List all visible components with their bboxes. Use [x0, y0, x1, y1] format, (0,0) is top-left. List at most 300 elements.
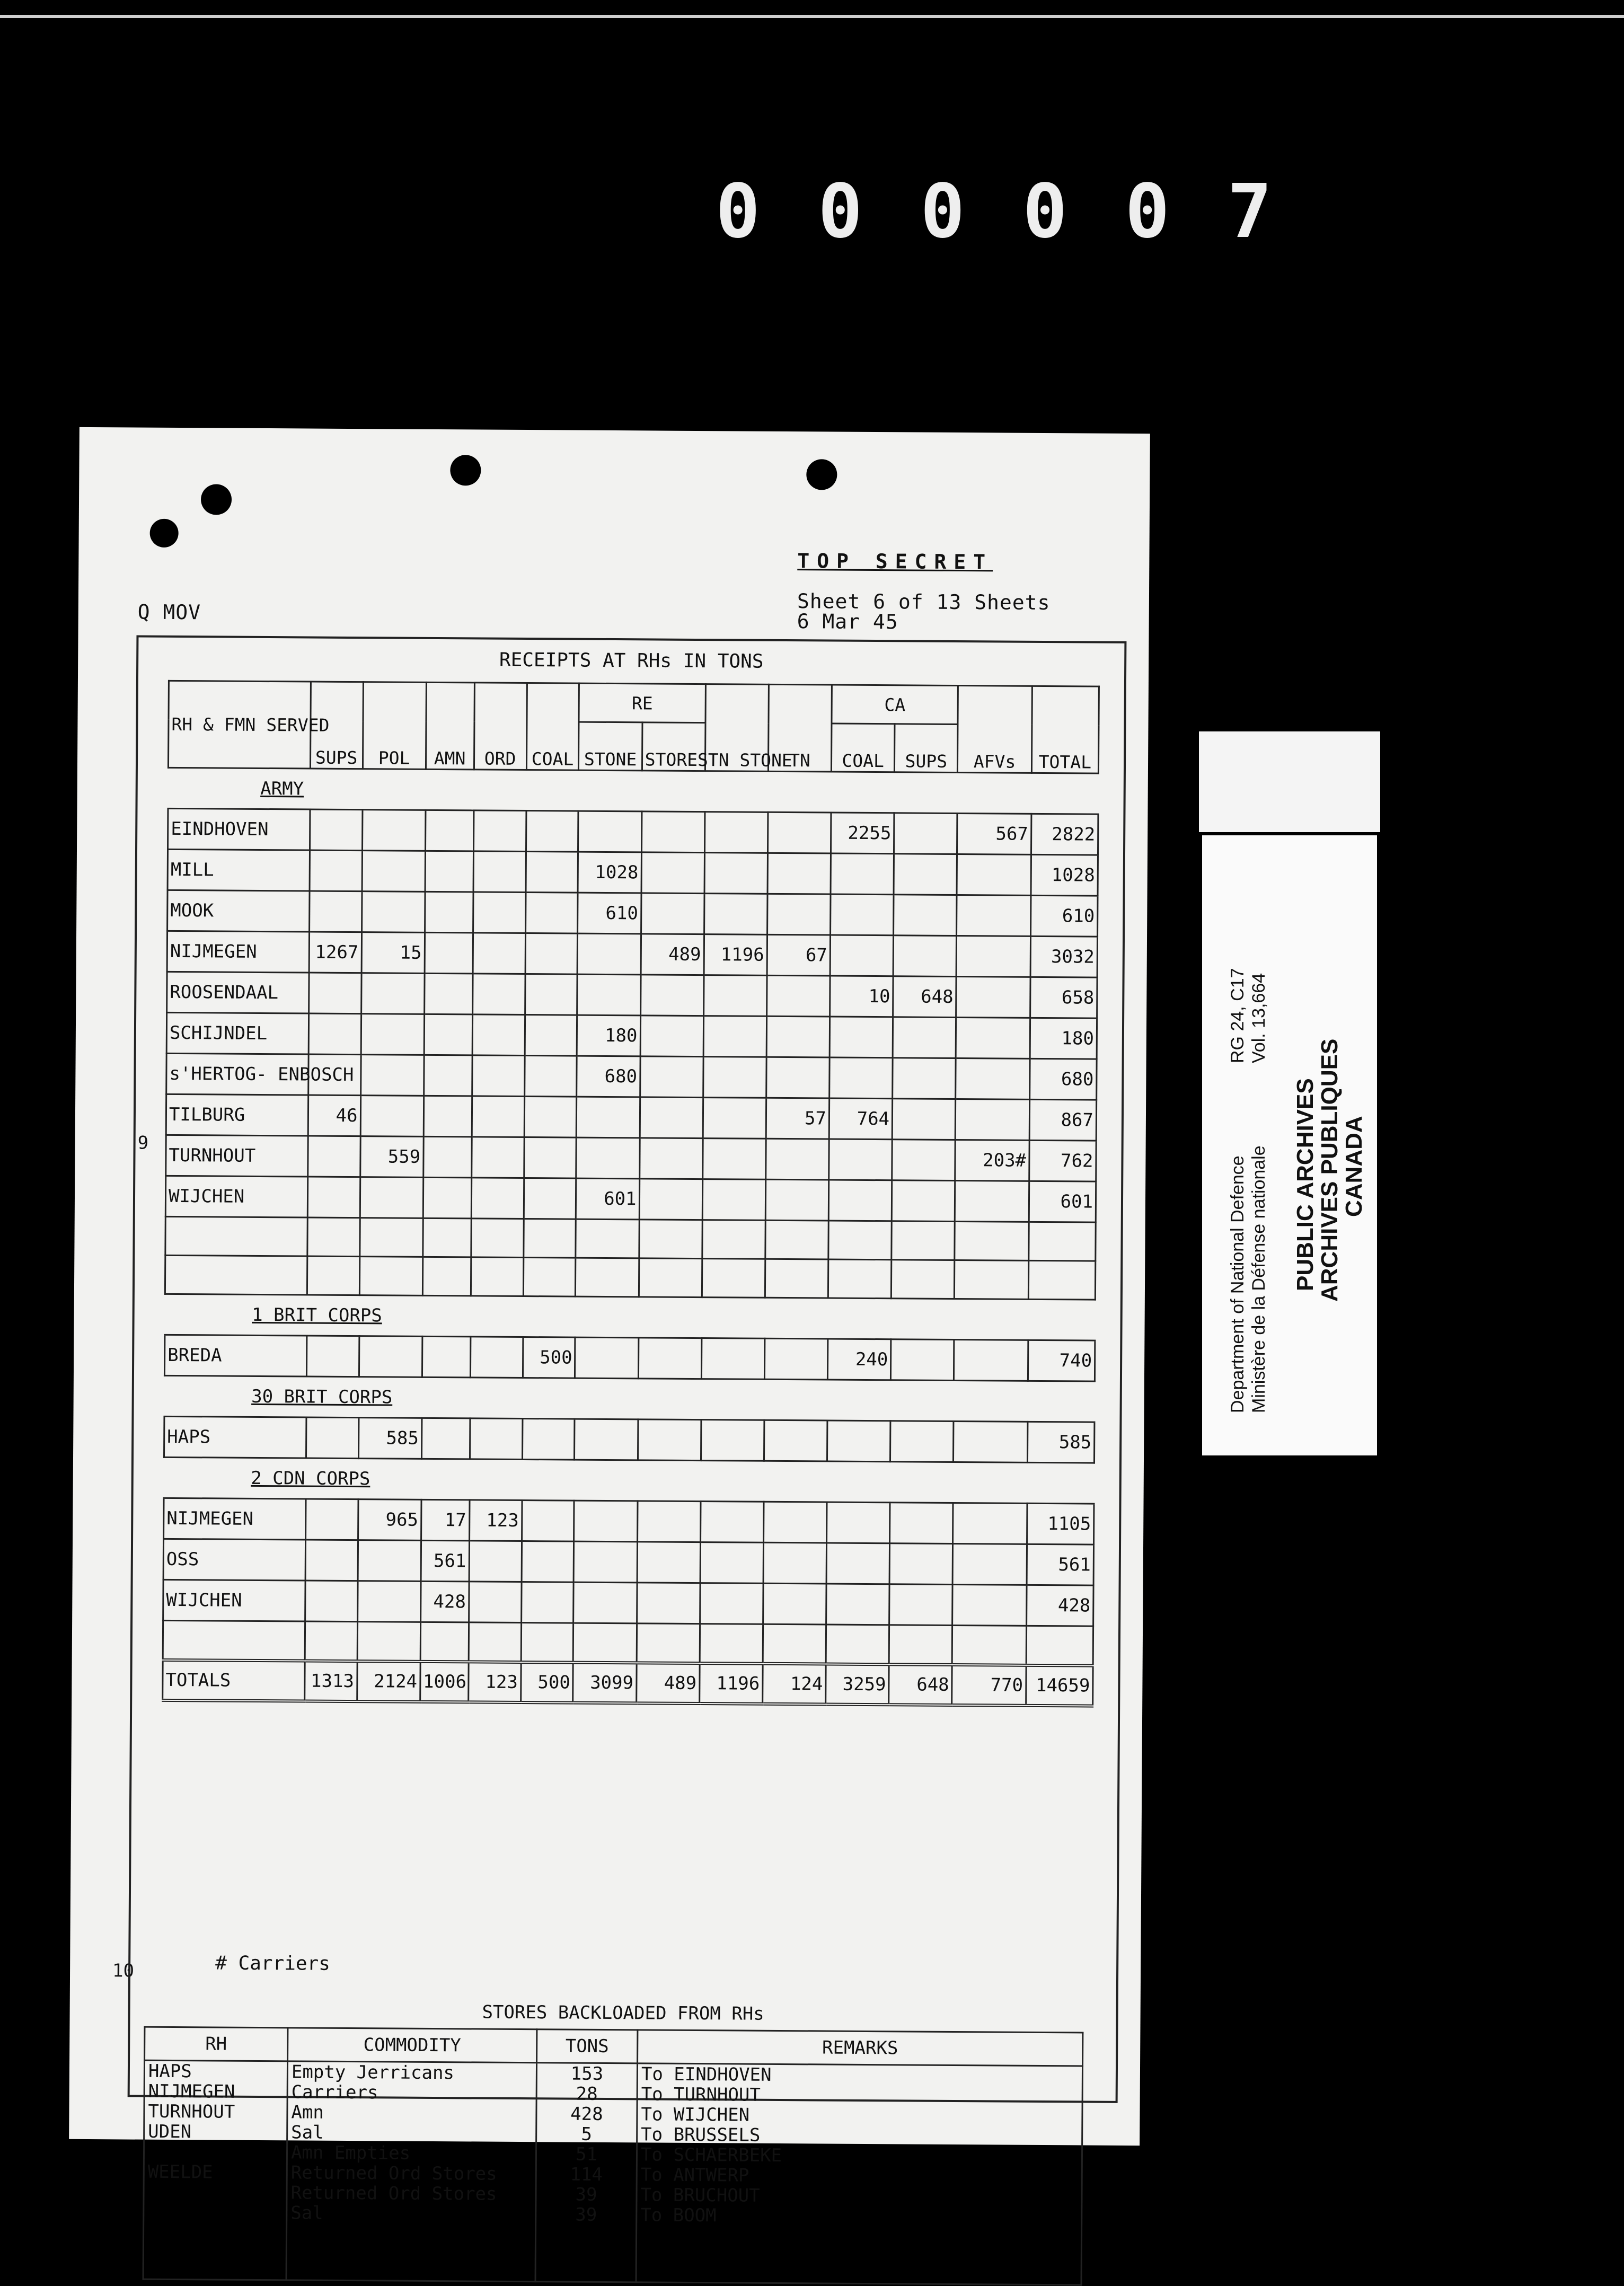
row-label: ROOSENDAAL [167, 972, 309, 1013]
table-cell [421, 1418, 470, 1459]
table-cell [890, 1503, 954, 1544]
table-cell [423, 1136, 471, 1178]
table-cell [829, 1057, 893, 1099]
table-cell [308, 1013, 361, 1055]
table-cell [893, 1058, 956, 1099]
table-cell [638, 1338, 702, 1379]
table-cell [524, 1056, 577, 1097]
table-cell [469, 1582, 521, 1623]
table-cell: 610 [1030, 895, 1098, 937]
backload-entry: WEELDE [147, 2161, 213, 2183]
table-cell [305, 1621, 357, 1661]
table-cell [638, 1419, 701, 1461]
table-cell [892, 1221, 955, 1260]
dept-fr: Ministère de la Défense nationale [1249, 1145, 1269, 1413]
table-cell [955, 1260, 1029, 1299]
table-cell [831, 853, 894, 895]
table-cell: 1028 [578, 852, 641, 893]
table-cell [524, 1097, 577, 1138]
table-cell [307, 1136, 360, 1177]
table-cell [763, 1502, 827, 1543]
col-header: REMARKS [638, 2030, 1083, 2066]
table-cell [361, 973, 425, 1014]
table-cell: 648 [889, 1664, 952, 1705]
table-cell [700, 1624, 763, 1664]
row-label: MILL [167, 849, 310, 891]
table-cell [639, 1220, 702, 1259]
sheet-number: Sheet 6 of 13 Sheets [797, 589, 1051, 615]
table-cell [361, 892, 425, 933]
table-cell [423, 1055, 472, 1096]
classification: TOP SECRET [797, 549, 993, 574]
row-label: TURNHOUT [166, 1135, 308, 1177]
table-cell: 500 [520, 1662, 573, 1703]
table-cell [700, 1502, 764, 1543]
table-cell [890, 1421, 954, 1462]
backload-entry: To BOOM [640, 2204, 717, 2227]
table-cell: 648 [893, 976, 957, 1018]
section-header-row [165, 1294, 1095, 1340]
receipts-title: RECEIPTS AT RHs IN TONS [499, 649, 764, 673]
table-cell [893, 1017, 956, 1058]
table-cell [829, 1139, 893, 1180]
backload-entry: HAPS [148, 2060, 192, 2082]
table-cell [305, 1581, 357, 1622]
backload-entry: Amn Empties [290, 2142, 411, 2164]
backload-entry [147, 2182, 283, 2203]
table-cell [526, 811, 578, 852]
table-row [167, 931, 1097, 977]
table-cell [637, 1623, 700, 1663]
table-cell [701, 1420, 764, 1461]
table-cell [306, 1417, 358, 1459]
table-cell [889, 1625, 952, 1665]
table-cell [359, 1257, 423, 1296]
table-cell: 1028 [1031, 854, 1098, 896]
row-label: WIJCHEN [165, 1176, 307, 1217]
table-cell [473, 892, 525, 933]
table-cell [766, 1057, 830, 1098]
table-cell [956, 1017, 1030, 1058]
table-cell [310, 809, 362, 851]
table-cell [637, 1583, 700, 1624]
punch-hole [806, 459, 837, 490]
backload-entry: Amn [291, 2102, 324, 2123]
table-cell [702, 1220, 766, 1259]
archive-label [1199, 832, 1380, 1459]
section-header-cell [165, 1294, 1095, 1340]
document-page [69, 427, 1150, 2227]
frame-digit: 7 [1227, 169, 1272, 255]
table-cell [473, 933, 525, 974]
backload-table [143, 2026, 1084, 2286]
table-cell: 1196 [699, 1663, 763, 1704]
table-cell [764, 1420, 827, 1461]
footnote: # Carriers [215, 1952, 331, 1975]
section-header-row [164, 1375, 1095, 1422]
table-cell [956, 1058, 1030, 1099]
row-label: NIJMEGEN [164, 1498, 306, 1540]
table-cell [472, 1055, 524, 1097]
table-cell [307, 1177, 360, 1218]
table-cell [765, 1179, 829, 1221]
table-cell [573, 1582, 637, 1623]
table-cell [765, 1259, 828, 1298]
table-cell [578, 811, 642, 852]
archive-line-3: CANADA [1341, 1116, 1367, 1217]
frame-digit: 0 [920, 169, 965, 255]
table-cell [470, 1337, 523, 1378]
table-cell: 500 [523, 1337, 575, 1379]
table-row [166, 1135, 1096, 1181]
table-cell: 601 [576, 1178, 640, 1220]
table-cell [576, 1219, 639, 1258]
table-cell [767, 853, 831, 894]
table-cell: 489 [641, 934, 704, 975]
row-label: WIJCHEN [163, 1579, 305, 1621]
backload-entry: Sal [291, 2122, 324, 2143]
col-header: SUPS [895, 724, 958, 773]
table-cell: 123 [469, 1500, 522, 1541]
table-cell [763, 1583, 826, 1625]
section-title: 2 CDN CORPS [251, 1467, 370, 1490]
col-header: POL [363, 682, 426, 770]
backload-entry: 114 [570, 2164, 603, 2185]
table-cell [702, 1179, 766, 1221]
table-cell [307, 1217, 359, 1257]
table-row [164, 1416, 1095, 1463]
table-cell [889, 1543, 953, 1585]
table-cell [955, 1221, 1029, 1260]
section-title: 30 BRIT CORPS [251, 1385, 393, 1408]
table-row [166, 1053, 1097, 1100]
table-cell: 658 [1030, 977, 1097, 1018]
table-cell: 2255 [831, 813, 895, 854]
table-cell: 770 [952, 1665, 1026, 1706]
table-cell [576, 1137, 640, 1179]
col-header: COAL [831, 723, 895, 772]
table-cell [524, 1137, 576, 1179]
backload-entry: To TURNHOUT [641, 2084, 761, 2106]
group-header-ca: CA [832, 685, 958, 724]
backload-entry: 28 [576, 2083, 598, 2105]
table-cell: 428 [1026, 1585, 1093, 1626]
col-header: TOTAL [1031, 686, 1099, 773]
table-cell [577, 1097, 640, 1138]
margin-number: 9 [137, 1132, 149, 1154]
table-cell [704, 894, 767, 935]
table-cell [641, 811, 705, 853]
table-cell [525, 893, 578, 934]
col-header: AMN [426, 682, 474, 770]
table-cell [361, 1014, 425, 1055]
table-cell [954, 1421, 1028, 1462]
table-cell [577, 974, 641, 1016]
frame-digit: 0 [818, 169, 863, 255]
backload-entry: To SCHAERBEKE [640, 2144, 782, 2167]
frame-digit: 0 [716, 169, 761, 255]
table-cell: 3099 [573, 1663, 637, 1704]
table-cell: 610 [578, 893, 641, 934]
col-header-rh: RH & FMN SERVED [168, 681, 311, 769]
row-label: NIJMEGEN [167, 931, 309, 973]
receipts-box [128, 636, 1127, 2227]
table-cell [359, 1336, 422, 1378]
table-cell [425, 892, 473, 933]
table-cell [955, 1180, 1029, 1222]
table-cell [827, 1420, 891, 1462]
table-row [163, 1539, 1093, 1585]
backload-entry: Empty Jerricans [291, 2061, 455, 2084]
frame-digit: 0 [1022, 169, 1067, 255]
row-label: BREDA [164, 1335, 306, 1376]
punch-hole [450, 455, 481, 486]
table-cell: 601 [1029, 1181, 1096, 1222]
table-cell [894, 813, 958, 854]
row-label: MOOK [167, 890, 310, 932]
table-cell: 3032 [1030, 936, 1098, 977]
table-cell [891, 1339, 955, 1381]
table-cell [830, 935, 894, 976]
punch-hole [150, 519, 179, 548]
table-cell [522, 1418, 575, 1460]
section-header-row [164, 1457, 1094, 1504]
rh-column [143, 2060, 288, 2280]
table-cell [470, 1418, 522, 1460]
backload-entry: 39 [575, 2184, 597, 2205]
backload-entry: Carriers [291, 2081, 378, 2104]
table-cell [763, 1542, 827, 1584]
dept-en: Department of National Defence [1228, 1155, 1248, 1413]
frame-number [716, 169, 1272, 255]
table-cell [703, 975, 767, 1017]
table-row [164, 1498, 1094, 1544]
table-row [167, 890, 1098, 937]
table-cell [469, 1541, 522, 1582]
row-label: TOTALS [163, 1660, 305, 1701]
table-cell [826, 1543, 890, 1584]
row-label: OSS [163, 1539, 305, 1581]
table-cell [575, 1419, 638, 1460]
col-header: TN [768, 684, 832, 772]
table-row [163, 1579, 1093, 1626]
table-cell: 762 [1029, 1140, 1096, 1181]
table-cell [471, 1257, 523, 1296]
table-cell [574, 1541, 638, 1583]
table-cell [702, 1259, 765, 1298]
table-cell: 428 [420, 1581, 469, 1622]
table-cell [894, 895, 957, 936]
table-row [168, 808, 1098, 855]
rg-number: RG 24, C17 [1228, 968, 1248, 1063]
row-label [165, 1216, 307, 1256]
table-cell [305, 1499, 358, 1540]
table-cell [892, 1180, 955, 1222]
table-cell [360, 1055, 424, 1096]
table-cell [889, 1584, 953, 1626]
table-cell [828, 1259, 892, 1299]
table-cell: 965 [358, 1499, 421, 1541]
table-cell [952, 1584, 1027, 1626]
document-date: 6 Mar 45 [797, 610, 898, 634]
table-cell [957, 854, 1031, 895]
row-label: HAPS [164, 1416, 306, 1458]
table-cell [641, 852, 705, 894]
table-cell [639, 1258, 702, 1298]
blank-row [165, 1255, 1095, 1300]
col-header: TN STONE [705, 684, 769, 772]
table-cell [892, 1099, 956, 1140]
table-cell: 2124 [357, 1661, 420, 1702]
row-label: EINDHOVEN [168, 808, 310, 850]
table-cell [525, 1015, 577, 1056]
table-cell: 203# [955, 1140, 1029, 1181]
table-cell [955, 1099, 1029, 1140]
table-cell [573, 1623, 637, 1663]
table-row [167, 849, 1098, 896]
col-header: SUPS [310, 682, 363, 769]
table-cell [702, 1138, 766, 1180]
table-cell [423, 1218, 471, 1257]
table-cell [1026, 1626, 1093, 1665]
table-cell [640, 1097, 703, 1138]
backload-entry: To EINDHOVEN [641, 2063, 772, 2086]
remarks-column [636, 2063, 1083, 2285]
table-cell [425, 810, 473, 851]
table-row [166, 1094, 1096, 1141]
table-cell [953, 1503, 1027, 1544]
table-cell: 1006 [420, 1662, 468, 1702]
table-cell [704, 812, 768, 853]
backload-title: STORES BACKLOADED FROM RHs [482, 2001, 764, 2025]
backload-entry: To BRUCHOUT [640, 2184, 760, 2206]
table-cell [471, 1219, 523, 1258]
backload-entry: Returned Ord Stores [290, 2162, 497, 2185]
table-cell: 764 [829, 1098, 893, 1140]
group-header-re: RE [579, 683, 705, 722]
table-cell: 3259 [826, 1664, 889, 1705]
section-title: 1 BRIT CORPS [252, 1304, 382, 1327]
table-cell [424, 1014, 472, 1055]
table-cell [892, 1260, 955, 1299]
table-cell [893, 935, 957, 977]
table-cell: 740 [1028, 1340, 1095, 1381]
table-cell [767, 894, 831, 935]
table-row [165, 1176, 1096, 1222]
archive-line-2: ARCHIVES PUBLIQUES [1317, 1038, 1343, 1302]
table-cell: 1105 [1027, 1503, 1094, 1544]
backload-entry: To ANTWERP [640, 2164, 749, 2186]
backload-entry: 428 [570, 2103, 603, 2125]
table-cell [423, 1177, 471, 1219]
table-cell [423, 1096, 472, 1137]
table-cell [473, 810, 526, 852]
table-cell: 585 [358, 1418, 422, 1459]
backload-entry: 153 [570, 2063, 604, 2085]
table-cell: 10 [830, 976, 894, 1017]
table-cell [471, 1178, 524, 1219]
table-row [164, 1335, 1095, 1381]
table-cell [766, 1016, 830, 1057]
table-cell: 15 [361, 932, 425, 974]
row-label: s'HERTOG- ENBOSCH [166, 1053, 308, 1095]
table-cell: 559 [360, 1136, 423, 1178]
table-cell [1028, 1222, 1096, 1261]
col-header: TONS [537, 2029, 638, 2063]
table-cell [828, 1180, 892, 1221]
table-cell [1028, 1260, 1096, 1300]
table-cell [703, 1016, 767, 1057]
totals-row [163, 1660, 1093, 1706]
table-cell [956, 976, 1030, 1018]
blank-row [163, 1620, 1093, 1665]
row-label: SCHIJNDEL [166, 1012, 308, 1054]
table-cell [471, 1137, 524, 1178]
table-cell [524, 1178, 576, 1220]
table-cell [637, 1501, 701, 1542]
table-cell: 1313 [304, 1661, 357, 1701]
archive-line-1: PUBLIC ARCHIVES [1292, 1078, 1318, 1291]
table-cell [422, 1336, 470, 1378]
table-cell [704, 853, 768, 894]
table-cell [574, 1501, 638, 1542]
table-cell [472, 1096, 524, 1137]
table-cell [309, 891, 361, 932]
branch-label: Q MOV [137, 600, 201, 624]
table-cell [357, 1622, 421, 1662]
table-cell [472, 974, 525, 1015]
table-cell [703, 1057, 766, 1098]
table-cell [525, 933, 578, 975]
table-cell [362, 810, 426, 851]
table-cell [957, 895, 1031, 936]
backload-entry: TURNHOUT [148, 2100, 235, 2123]
backload-entry: To BRUSSELS [641, 2124, 761, 2146]
table-cell [310, 850, 362, 892]
table-cell [525, 974, 577, 1016]
table-cell [700, 1542, 764, 1584]
table-cell [425, 851, 473, 892]
table-cell: 1196 [704, 934, 767, 976]
table-cell [831, 894, 894, 935]
section-header-cell [164, 1457, 1094, 1504]
col-header: AFVs [958, 685, 1032, 773]
table-cell [521, 1622, 573, 1662]
table-cell [640, 1016, 704, 1057]
commodity-column [286, 2061, 537, 2282]
table-cell [305, 1540, 358, 1581]
backload-entry: Returned Ord Stores [290, 2182, 497, 2205]
table-cell [640, 1056, 703, 1098]
table-cell [357, 1581, 421, 1622]
table-cell [641, 893, 704, 934]
section-header-row [168, 767, 1098, 814]
backload-entry [147, 2202, 283, 2223]
col-header: RH [145, 2027, 288, 2061]
section-header-cell [168, 767, 1098, 814]
table-cell [640, 975, 704, 1016]
table-cell: 57 [766, 1098, 829, 1139]
table-cell [892, 1140, 956, 1181]
table-cell [472, 1014, 525, 1056]
table-cell [952, 1625, 1026, 1665]
col-header: STORES [642, 722, 705, 771]
col-header: ORD [474, 683, 527, 770]
backload-entry: 51 [575, 2143, 598, 2165]
table-cell [639, 1179, 703, 1220]
table-cell [362, 851, 426, 892]
table-cell [424, 973, 472, 1014]
